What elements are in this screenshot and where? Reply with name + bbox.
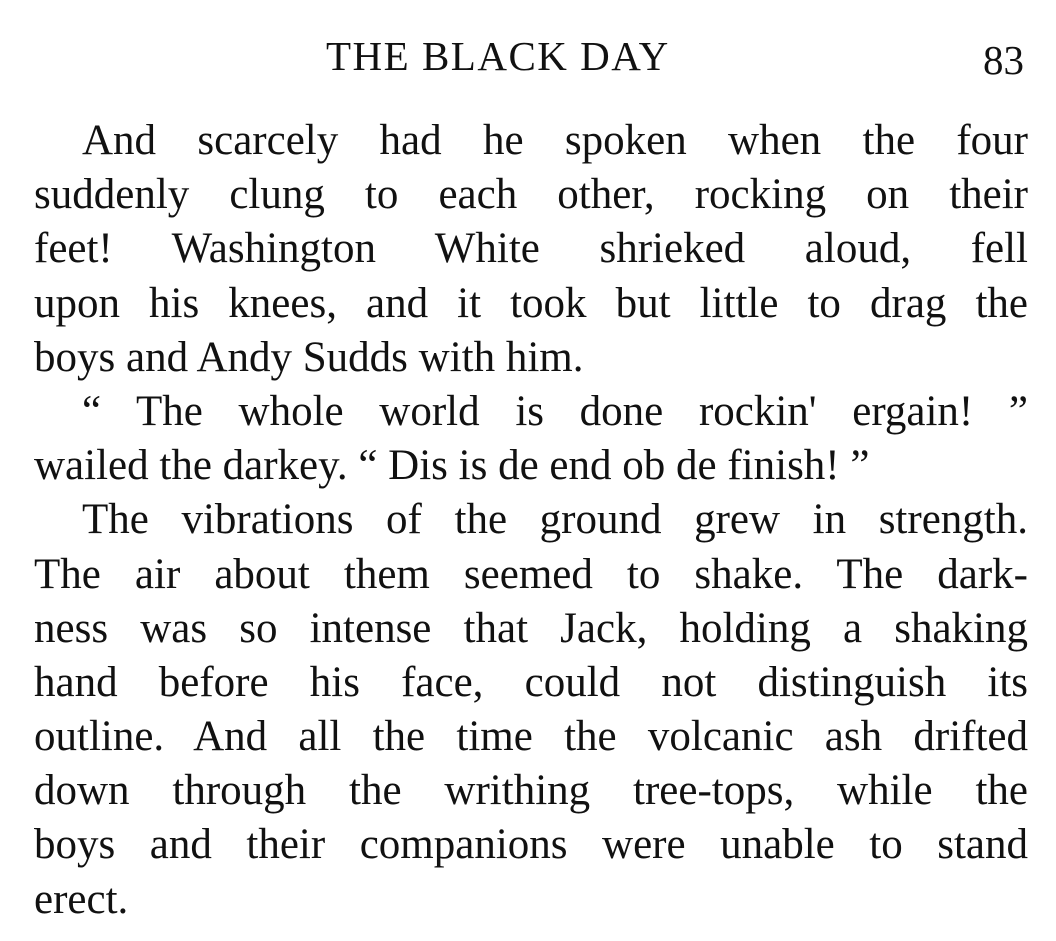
text-line: upon his knees, and it took but little to drag the: [34, 279, 1028, 327]
text-line: boys and their companions were unable to stand: [34, 821, 1028, 869]
text-line: down through the writhing tree-tops, while the: [34, 767, 1028, 815]
body-text: [34, 114, 1028, 927]
text-line: The vibrations of the ground grew in strength.: [82, 496, 1028, 544]
text-line: ness was so intense that Jack, holding a shaking: [34, 604, 1028, 652]
text-line: feet! Washington White shrieked aloud, fell: [34, 225, 1028, 273]
text-line: erect.: [34, 875, 129, 923]
text-line: The air about them seemed to shake. The dark-: [34, 550, 1028, 598]
page-number: 83: [983, 37, 1024, 83]
running-head: [0, 30, 1056, 90]
text-line: hand before his face, could not distinguish its: [34, 658, 1028, 706]
text-line: boys and Andy Sudds with him.: [34, 333, 584, 381]
text-line: And scarcely had he spoken when the four: [82, 117, 1028, 164]
text-line: “ The whole world is done rockin' ergain! ”: [82, 387, 1028, 435]
text-line: outline. And all the time the volcanic ash drifted: [34, 713, 1028, 761]
chapter-title: THE BLACK DAY: [326, 33, 670, 79]
text-line: wailed the darkey. “ Dis is de end ob de finish! ”: [34, 442, 870, 490]
text-line: suddenly clung to each other, rocking on their: [34, 171, 1028, 219]
